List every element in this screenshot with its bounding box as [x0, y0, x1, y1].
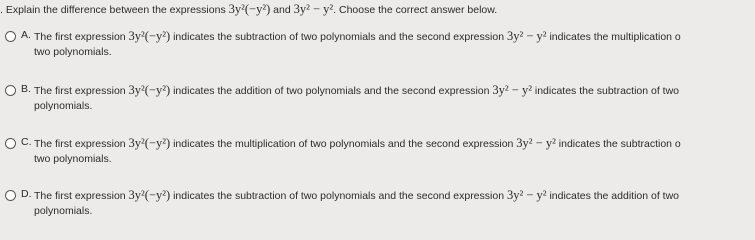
option-d-expr2: 3y² − y² — [506, 188, 547, 202]
option-letter-a: A. — [21, 29, 31, 41]
option-c-pre: The first expression — [34, 138, 126, 150]
option-a-expr2: 3y² − y² — [506, 29, 547, 43]
option-c-post: indicates the subtraction o — [558, 138, 681, 150]
option-letter-d: D. — [21, 188, 32, 200]
option-a-expr1: 3y²(−y²) — [128, 29, 171, 43]
option-d-mid: indicates the subtraction of two polynomials and the second expression — [173, 190, 505, 202]
question-suffix: . Choose the correct answer below. — [333, 4, 498, 16]
radio-c[interactable] — [5, 138, 16, 149]
option-d-post: indicates the addition of two — [549, 190, 680, 202]
option-b-expr1: 3y²(−y²) — [128, 83, 171, 97]
option-d-pre: The first expression — [34, 190, 126, 202]
radio-a[interactable] — [5, 31, 16, 42]
option-c-mid: indicates the multiplication of two polynomials and the second expression — [173, 138, 514, 150]
question-text — [0, 2, 497, 17]
option-d-line1 — [34, 188, 679, 203]
option-c-expr1: 3y²(−y²) — [128, 136, 171, 150]
option-letter-b: B. — [21, 83, 31, 95]
option-d-expr1: 3y²(−y²) — [128, 188, 171, 202]
radio-b[interactable] — [5, 85, 16, 96]
option-a-line1 — [34, 29, 681, 44]
option-b-line1 — [34, 83, 679, 98]
option-a-line2: two polynomials. — [34, 46, 112, 58]
option-d-line2: polynomials. — [34, 205, 93, 217]
radio-d[interactable] — [5, 190, 16, 201]
option-b-post: indicates the subtraction of two — [534, 85, 680, 97]
question-and: and — [273, 4, 291, 16]
option-c-line1 — [34, 136, 681, 151]
option-b-mid: indicates the addition of two polynomials and the second expression — [173, 85, 490, 97]
option-a-pre: The first expression — [34, 31, 126, 43]
expression-difference: 3y² − y² — [293, 2, 334, 16]
option-letter-c: C. — [21, 136, 32, 148]
question-prefix: . Explain the difference between the expressions — [0, 4, 226, 16]
option-b-expr2: 3y² − y² — [492, 83, 532, 97]
expression-product: 3y²(−y²) — [228, 2, 271, 16]
option-c-expr2: 3y² − y² — [516, 136, 556, 150]
option-a-post: indicates the multiplication o — [549, 31, 681, 43]
option-b-line2: polynomials. — [34, 100, 93, 112]
option-b-pre: The first expression — [34, 85, 126, 97]
option-c-line2: two polynomials. — [34, 153, 112, 165]
option-a-mid: indicates the subtraction of two polynomials and the second expression — [173, 31, 505, 43]
